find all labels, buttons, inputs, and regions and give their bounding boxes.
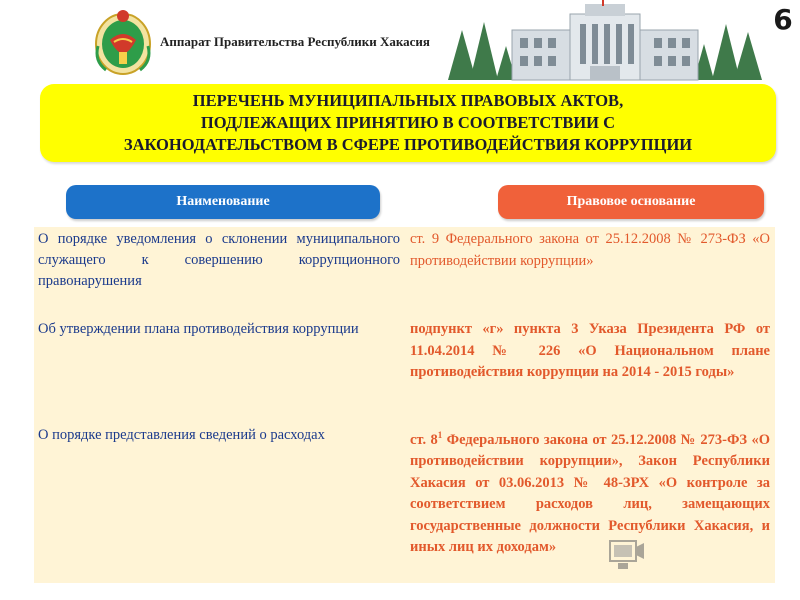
organization-name: Аппарат Правительства Республики Хакасия <box>160 34 430 49</box>
column-header-basis: Правовое основание <box>498 185 764 219</box>
page-title: ПЕРЕЧЕНЬ МУНИЦИПАЛЬНЫХ ПРАВОВЫХ АКТОВ, ПОДЛЕЖАЩИХ ПРИНЯТИЮ В СООТВЕТСТВИИ С ЗАКОНОДАТЕЛЬСТВОМ В СФЕРЕ ПРОТИВОДЕЙСТВИЯ КОРРУПЦИИ <box>123 91 693 154</box>
basis-superscript: 1 <box>437 430 443 440</box>
column-header-name: Наименование <box>66 185 380 219</box>
act-legal-basis: подпункт «г» пункта 3 Указа Президента РФ от 11.04.2014 № 226 «О Национальном плане противодействия коррупции на 2014 - 2015 годы» <box>410 321 770 380</box>
act-legal-basis <box>410 425 770 559</box>
act-name: О порядке представления сведений о расходах <box>38 427 325 443</box>
presentation-watermark-icon <box>606 535 646 575</box>
government-building-icon <box>440 0 770 82</box>
acts-table <box>34 227 775 583</box>
coat-of-arms-icon <box>92 6 154 76</box>
page-number: 6 <box>773 3 793 36</box>
act-name: Об утверждении плана противодействия коррупции <box>38 321 359 337</box>
act-name: О порядке уведомления о склонении муниципального служащего к совершению коррупционного правонарушения <box>38 231 400 289</box>
basis-prefix: ст. 8 <box>410 431 438 448</box>
title-banner <box>40 84 776 162</box>
basis-rest: Федерального закона от 25.12.2008 № 273-ФЗ «О противодействии коррупции», Закон Республики Хакасия от 03.06.2013 № 48-ЗРХ «О контроле за соответствием расходов лиц, замещающих государственные должности Республики Хакасия, и иных лиц их доходам» <box>410 431 771 556</box>
act-legal-basis: ст. 9 Федерального закона от 25.12.2008 № 273-ФЗ «О противодействии коррупции» <box>410 231 770 269</box>
header <box>0 0 800 85</box>
